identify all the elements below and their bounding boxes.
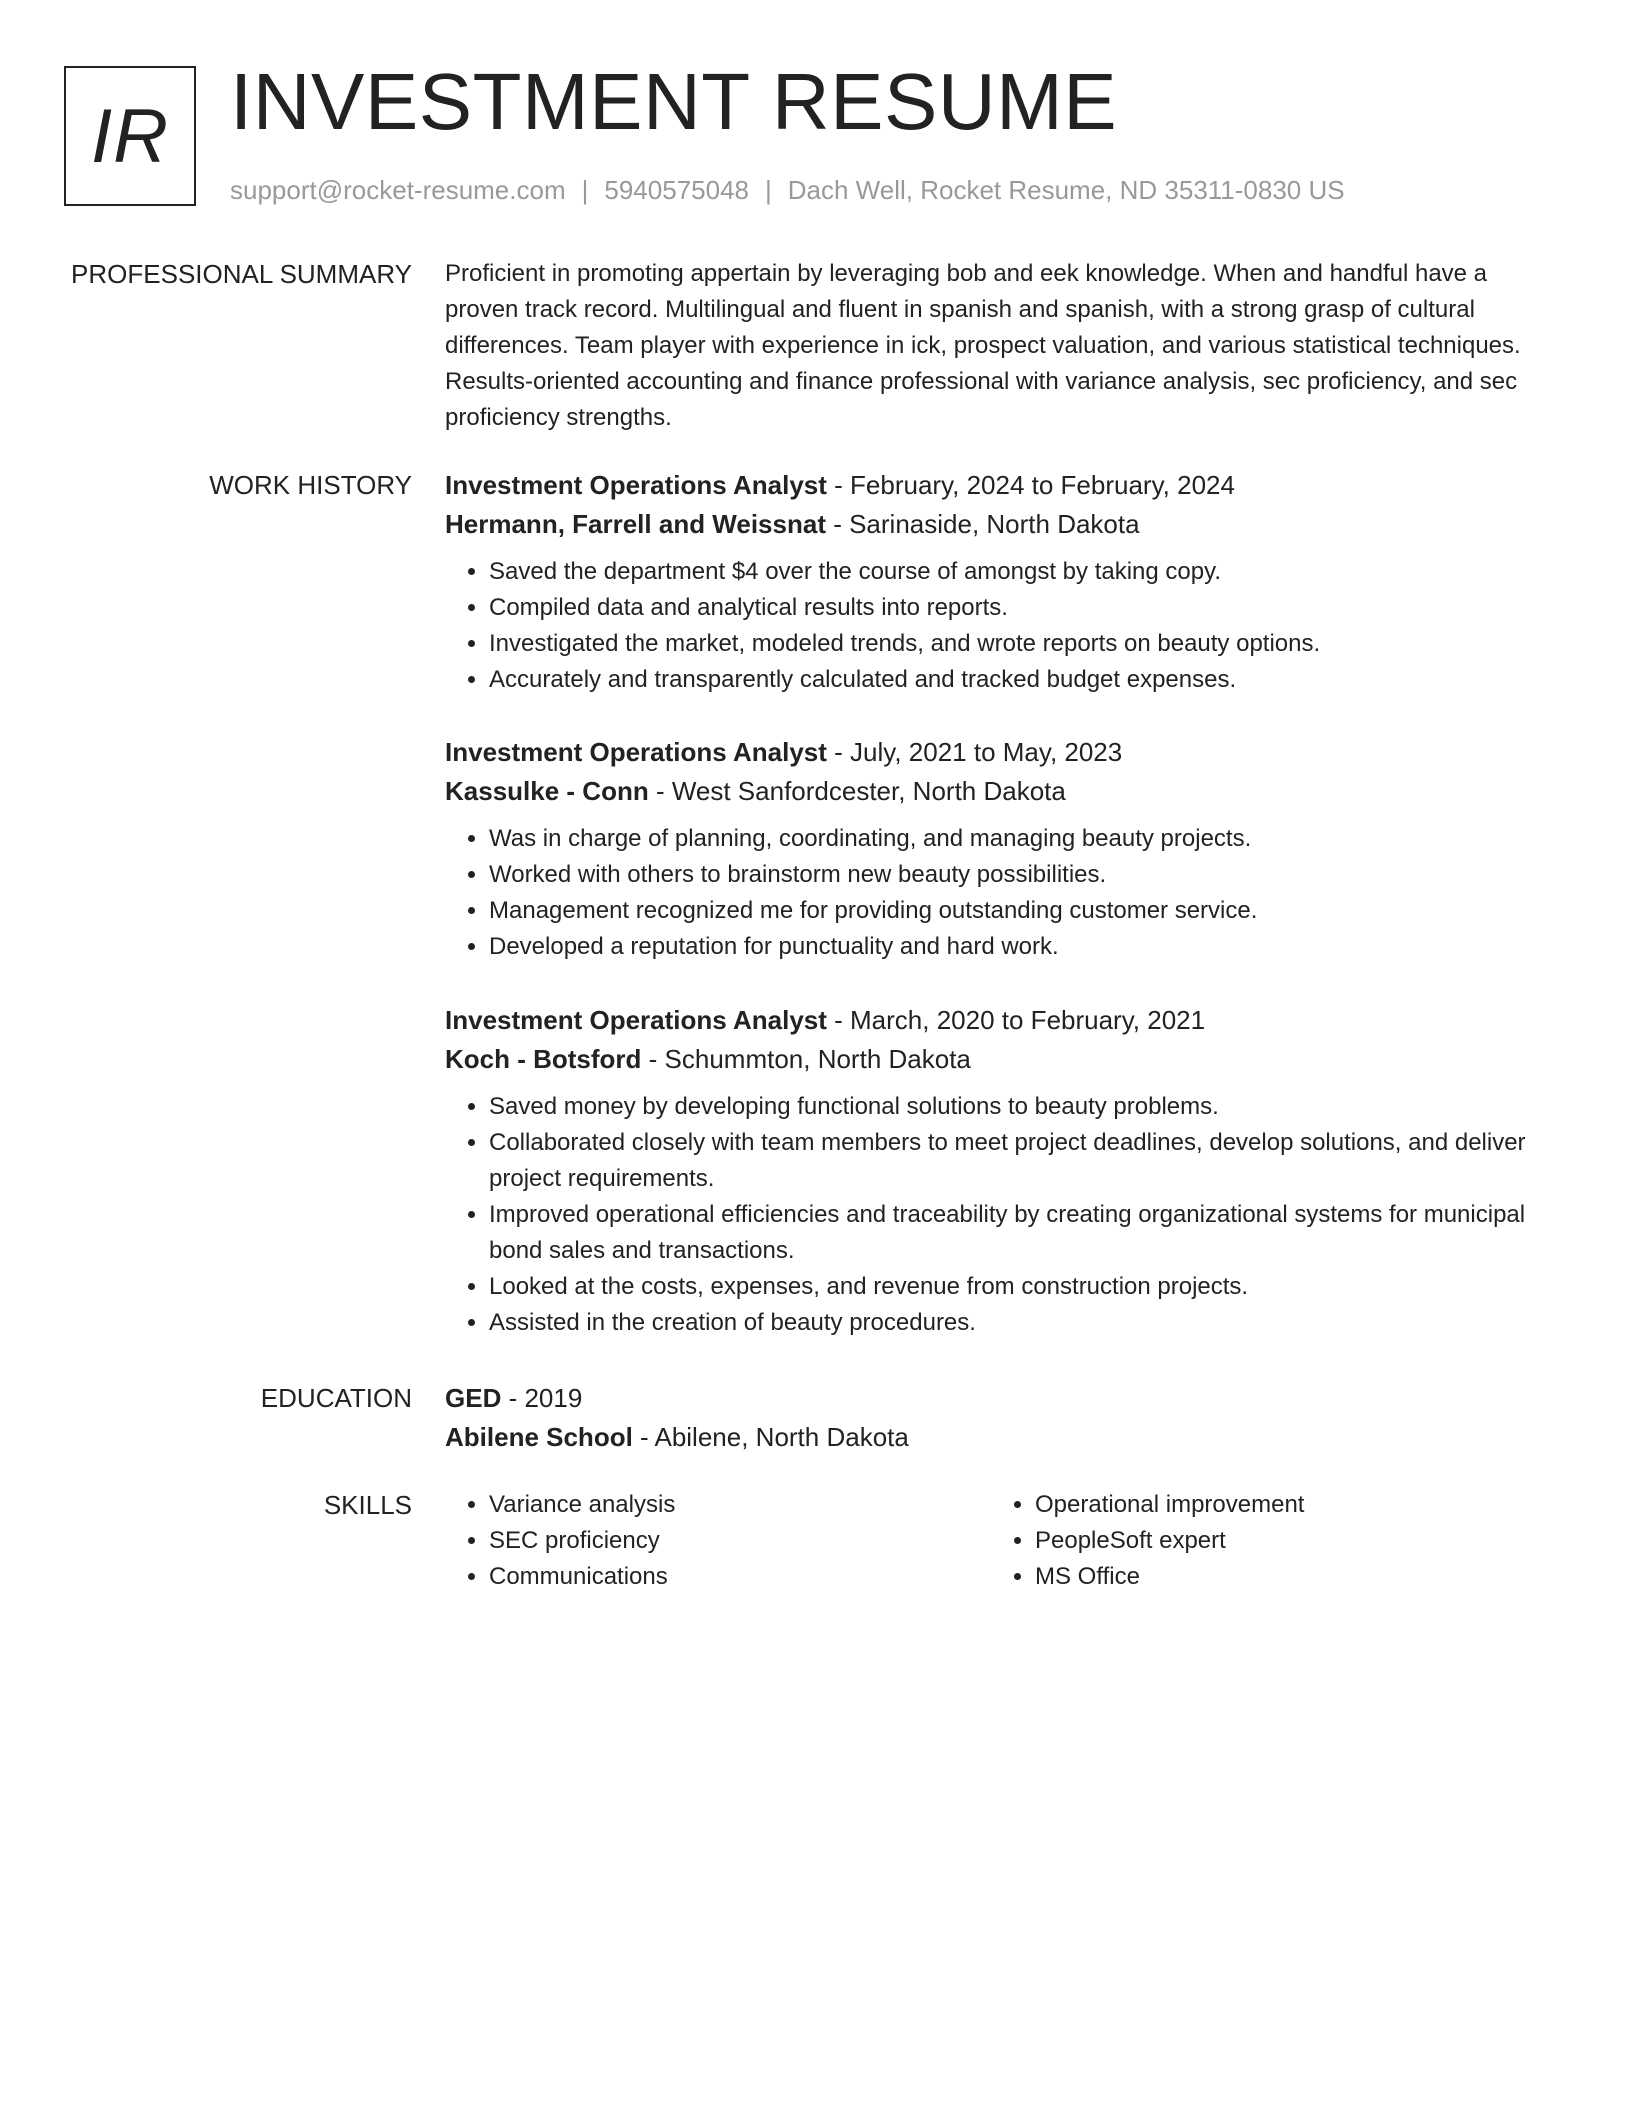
job-location: - West Sanfordcester, North Dakota [648,776,1066,806]
skills-list [991,1487,1537,1595]
job-bullet: • Looked at the costs, expenses, and revenue from construction projects. [489,1269,1565,1305]
summary-text: Proficient in promoting appertain by leveraging bob and eek knowledge. When and handful have a proven track record. Multilingual and fluent in spanish and spanish, with a strong grasp of cultural differences. Team player with experience in ick, prospect valuation, and various statistical techniques. Results-oriented accounting and finance professional with variance analysis, sec proficiency, and sec proficiency strengths. [445,260,1521,431]
job-entry [445,466,1565,698]
resume-title: INVESTMENT RESUME [230,57,1118,146]
job-bullet: • Worked with others to brainstorm new beauty possibilities. [489,857,1565,893]
skills-columns [445,1487,1565,1595]
education-school-line [445,1418,1565,1457]
job-location: - Sarinaside, North Dakota [825,509,1140,539]
job-dates: - March, 2020 to February, 2021 [826,1005,1206,1035]
contact-address: Dach Well, Rocket Resume, ND 35311-0830 US [787,175,1345,205]
job-bullet: • Saved the department $4 over the course of amongst by taking copy. [489,554,1565,590]
job-location: - Schummton, North Dakota [641,1044,971,1074]
job-bullet: • Assisted in the creation of beauty procedures. [489,1305,1565,1341]
job-bullet: • Management recognized me for providing outstanding customer service. [489,893,1565,929]
skill-item: • SEC proficiency [489,1523,991,1559]
skills-column-right [991,1487,1537,1595]
job-bullets [445,1089,1565,1341]
job-entry [445,733,1565,965]
job-company: Hermann, Farrell and Weissnat [445,509,826,539]
skill-item: • Operational improvement [1035,1487,1537,1523]
education-year: - 2019 [501,1383,583,1413]
education-entry [445,1379,1565,1457]
job-title-line [445,466,1565,505]
job-title: Investment Operations Analyst [445,1005,827,1035]
job-bullets [445,821,1565,965]
job-bullet: • Compiled data and analytical results into reports. [489,590,1565,626]
contact-email: support@rocket-resume.com [230,175,566,205]
job-dates: - July, 2021 to May, 2023 [826,737,1123,767]
job-company: Koch - Botsford [445,1044,642,1074]
section-label-summary: PROFESSIONAL SUMMARY [71,259,412,289]
contact-phone: 5940575048 [604,175,749,205]
job-title: Investment Operations Analyst [445,470,827,500]
job-bullets [445,554,1565,698]
job-company: Kassulke - Conn [445,776,649,806]
monogram-logo: IR [64,66,196,206]
skill-item: • Communications [489,1559,991,1595]
job-company-line [445,1040,1565,1079]
education-school: Abilene School [445,1422,633,1452]
job-title-line [445,1001,1565,1040]
job-bullet: • Collaborated closely with team members to meet project deadlines, develop solutions, and deliver project requirements. [489,1125,1565,1197]
education-degree-line [445,1379,1565,1418]
job-entry [445,1001,1565,1341]
skill-item: • MS Office [1035,1559,1537,1595]
summary-section [445,256,1565,436]
contact-separator: | [765,175,772,205]
job-dates: - February, 2024 to February, 2024 [826,470,1235,500]
section-label-work-history: WORK HISTORY [209,470,412,500]
contact-separator: | [581,175,589,205]
job-title-line [445,733,1565,772]
skills-column-left [445,1487,991,1595]
section-label-skills: SKILLS [323,1490,412,1520]
job-bullet: • Saved money by developing functional solutions to beauty problems. [489,1089,1565,1125]
education-degree: GED [445,1383,502,1413]
education-location: - Abilene, North Dakota [632,1422,909,1452]
job-company-line [445,772,1565,811]
skills-section [445,1487,1565,1595]
job-title: Investment Operations Analyst [445,737,827,767]
section-label-education: EDUCATION [260,1383,412,1413]
skill-item: • Variance analysis [489,1487,991,1523]
job-bullet: • Was in charge of planning, coordinating, and managing beauty projects. [489,821,1565,857]
skills-list [445,1487,991,1595]
contact-line [230,172,1345,208]
job-bullet: • Developed a reputation for punctuality and hard work. [489,929,1565,965]
skill-item: • PeopleSoft expert [1035,1523,1537,1559]
job-bullet: • Investigated the market, modeled trends, and wrote reports on beauty options. [489,626,1565,662]
job-company-line [445,505,1565,544]
job-bullet: • Accurately and transparently calculated and tracked budget expenses. [489,662,1565,698]
job-bullet: • Improved operational efficiencies and traceability by creating organizational systems for municipal bond sales and transactions. [489,1197,1565,1269]
